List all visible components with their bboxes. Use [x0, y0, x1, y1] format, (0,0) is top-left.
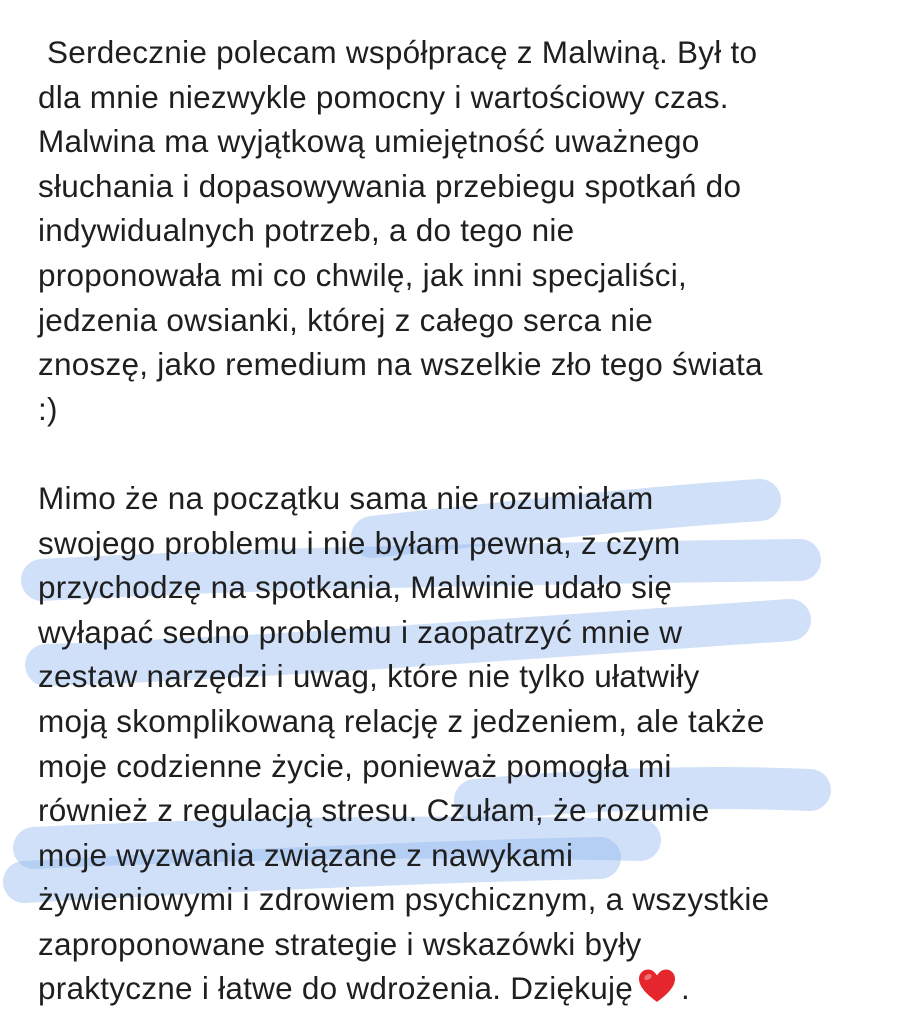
- paragraph-spacer: [38, 431, 878, 476]
- text-line: wyłapać sedno problemu i zaopatrzyć mnie w: [38, 613, 683, 650]
- text-line: żywieniowymi i zdrowiem psychicznym, a wszystkie: [38, 881, 770, 918]
- paragraph-2: [38, 476, 878, 1011]
- text-line: również z regulacją stresu. Czułam, że rozumie: [38, 792, 710, 829]
- text-line: :): [38, 390, 58, 427]
- text-line: słuchania i dopasowywania przebiegu spotkań do: [38, 167, 742, 204]
- text-line: dla mnie niezwykle pomocny i wartościowy czas.: [38, 78, 729, 115]
- review-text: [38, 30, 878, 1011]
- final-period: .: [681, 970, 691, 1007]
- text-line: moje wyzwania związane z nawykami: [38, 836, 574, 873]
- text-line: przychodzę na spotkania, Malwinie udało się: [38, 569, 673, 606]
- text-line: swojego problemu i nie byłam pewna, z czym: [38, 524, 681, 561]
- text-line: Mimo że na początku sama nie rozumiałam: [38, 479, 654, 516]
- text-line: moją skomplikowaną relację z jedzeniem, ale także: [38, 702, 765, 739]
- paragraph-1: [38, 30, 878, 431]
- text-line: indywidualnych potrzeb, a do tego nie: [38, 212, 575, 249]
- text-line: Malwina ma wyjątkową umiejętność uważnego: [38, 123, 700, 160]
- text-line: Serdecznie polecam współpracę z Malwiną. Był to: [38, 34, 758, 70]
- heart-icon: [637, 968, 677, 1004]
- text-line-last: [38, 966, 878, 1011]
- text-line: znoszę, jako remedium na wszelkie zło tego świata: [38, 346, 763, 383]
- text-line: zestaw narzędzi i uwag, które nie tylko ułatwiły: [38, 658, 700, 695]
- text-line: jedzenia owsianki, której z całego serca nie: [38, 301, 654, 338]
- heart-shape: [639, 970, 675, 1003]
- text-line: zaproponowane strategie i wskazówki były: [38, 925, 642, 962]
- text-line: proponowała mi co chwilę, jak inni specjaliści,: [38, 256, 688, 293]
- last-line-text: praktyczne i łatwe do wdrożenia. Dziękuję: [38, 970, 634, 1007]
- text-line: moje codzienne życie, ponieważ pomogła mi: [38, 747, 672, 784]
